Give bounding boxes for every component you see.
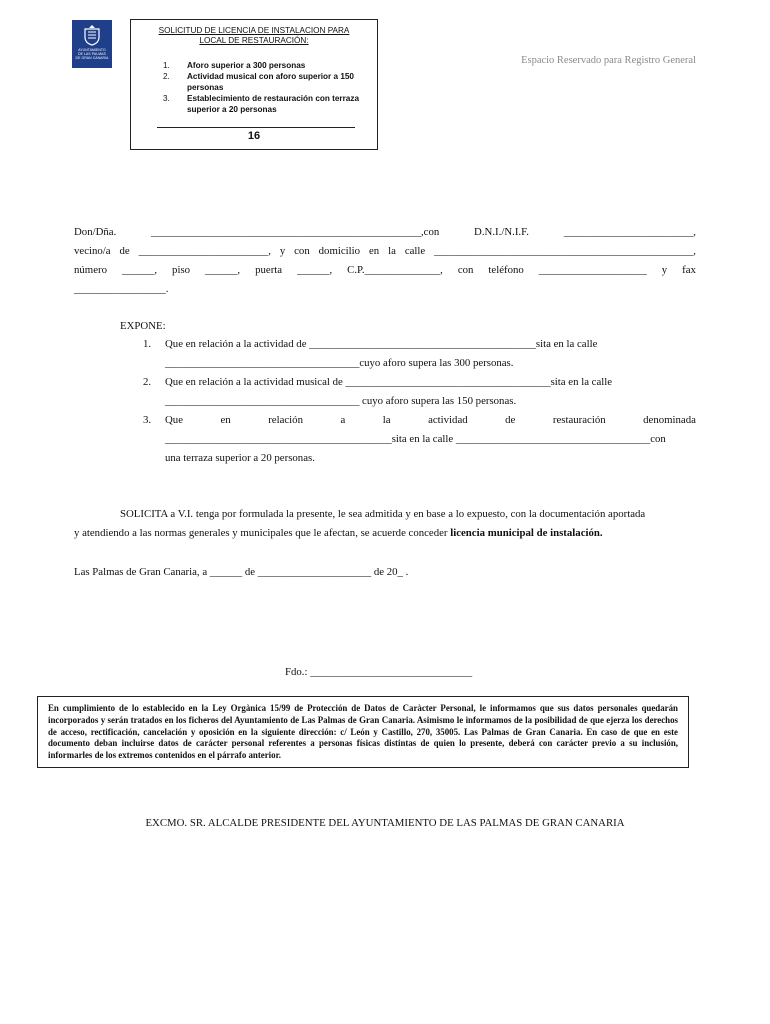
- applicant-line-contact: número ______, piso ______, puerta ______, C.P.______________, con teléfono ____________________ y fax: [74, 264, 696, 276]
- expone-item-3-line-1: Que en relación a la actividad de restauración denominada: [165, 414, 696, 426]
- addressee: EXCMO. SR. ALCALDE PRESIDENTE DEL AYUNTAMIENTO DE LAS PALMAS DE GRAN CANARIA: [145, 817, 625, 829]
- expone-item-number: 1.: [143, 338, 152, 350]
- license-type-list: [163, 60, 373, 115]
- form-title: SOLICITUD DE LICENCIA DE INSTALACION PARA LOCAL DE RESTAURACIÓN:: [158, 26, 350, 45]
- form-header-box: [130, 19, 378, 150]
- divider: [157, 127, 355, 128]
- list-item: 3. Establecimiento de restauración con terraza superior a 20 personas: [163, 94, 359, 114]
- expone-item-1-line-1: Que en relación a la actividad de __________________________________________sita en la calle: [165, 338, 598, 350]
- list-item: 1. Aforo superior a 300 personas: [163, 61, 306, 70]
- expone-item-number: 3.: [143, 414, 152, 426]
- signature-line: Fdo.: ______________________________: [285, 666, 473, 678]
- form-number: 16: [247, 130, 261, 142]
- expone-item-1-line-2: ____________________________________cuyo aforo supera las 300 personas.: [165, 357, 514, 369]
- expone-item-2-line-2: ____________________________________ cuyo aforo supera las 150 personas.: [165, 395, 517, 407]
- municipal-logo: [72, 20, 112, 68]
- expone-item-3-line-2: __________________________________________sita en la calle ____________________________________con: [165, 433, 666, 445]
- applicant-line-address: vecino/a de ________________________, y con domicilio en la calle ________________________________________________,: [74, 245, 696, 257]
- solicita-line-1: SOLICITA a V.I. tenga por formulada la presente, le sea admitida y en base a lo expuesto, con la documentación aportada: [120, 508, 646, 520]
- data-protection-notice: En cumplimiento de lo establecido en la Ley Orgànica 15/99 de Protección de Datos de Caràcter Personal, le informamos que sus datos personales quedarán incorporados y serán tratados en los ficheros del Ayuntamiento de Las Palmas de Gran Canaria. Asimismo le informamos de la posibilidad de que ejerza los derechos de acceso, rectificación, cancelación y oposición en la siguiente dirección: c/ León y Castillo, 270, 35005. Las Palmas de Gran Canaria. En caso de que en este documento deban incluirse datos de carácter personal referentes a personas físicas distintas de quien lo presente, deberá con carácter previo a su inclusión, informarles de los extremos contenidos en el párrafo anterior.: [37, 696, 689, 768]
- expone-item-number: 2.: [143, 376, 152, 388]
- registry-space-label: Espacio Reservado para Registro General: [521, 55, 696, 66]
- date-line: Las Palmas de Gran Canaria, a ______ de _____________________ de 20_ .: [74, 566, 409, 578]
- solicita-line-2: y atendiendo a las normas generales y municipales que le afectan, se acuerde conceder licencia municipal de instalación.: [74, 527, 603, 539]
- expone-item-3-line-3: una terraza superior a 20 personas.: [165, 452, 315, 464]
- logo-text: AYUNTAMIENTO DE LAS PALMAS DE GRAN CANARIA: [75, 48, 109, 60]
- license-type-emphasis: licencia municipal de instalación.: [450, 527, 603, 539]
- coat-of-arms-icon: [82, 24, 102, 46]
- expone-heading: EXPONE:: [120, 320, 166, 332]
- applicant-line-name: Don/Dña. __________________________________________________,con D.N.I./N.I.F. ________________________,: [74, 226, 696, 238]
- expone-item-2-line-1: Que en relación a la actividad musical de ______________________________________sita en la calle: [165, 376, 613, 388]
- list-item: 2. Actividad musical con aforo superior a 150 personas: [163, 72, 354, 92]
- applicant-line-fax: _________________.: [74, 283, 169, 295]
